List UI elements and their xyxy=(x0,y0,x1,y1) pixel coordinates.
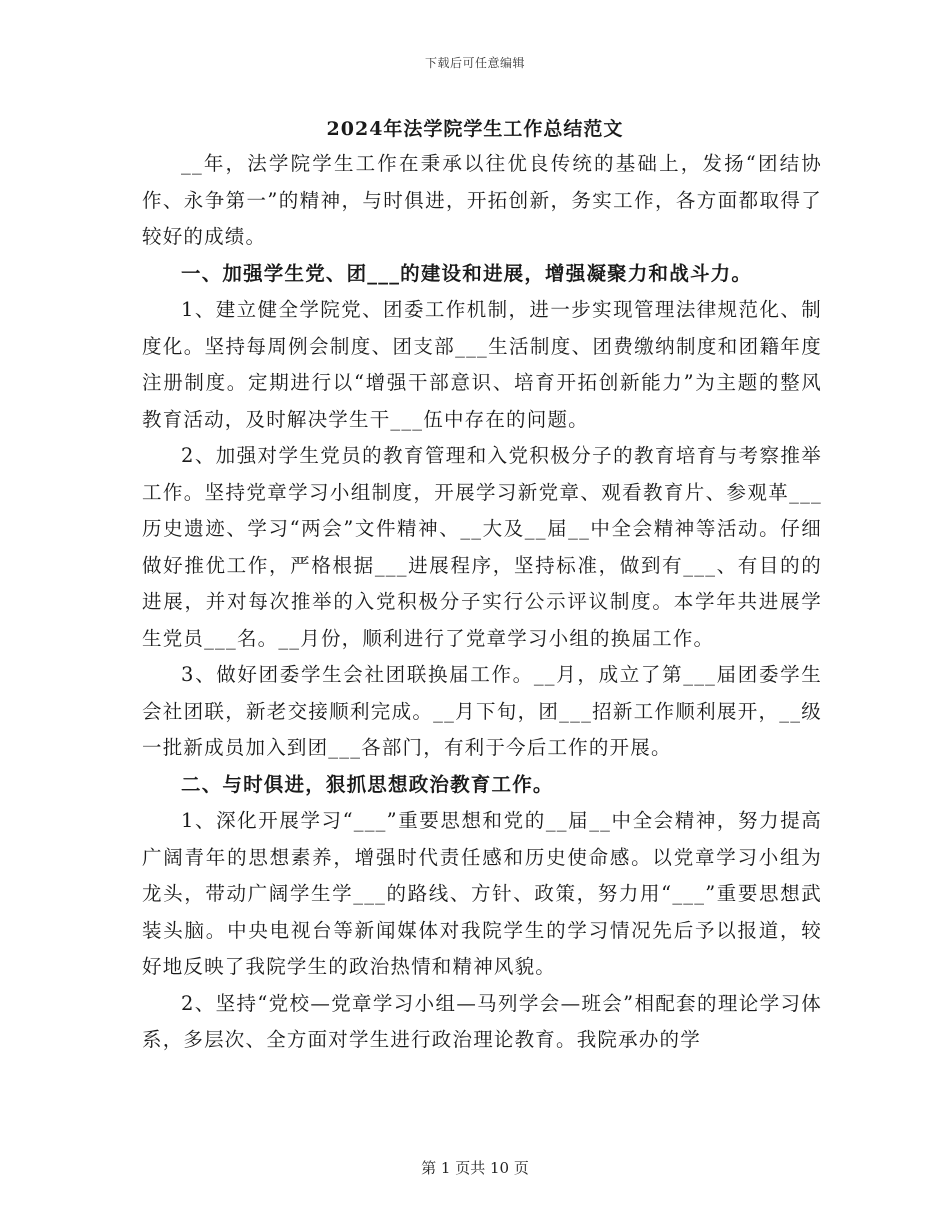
paragraph-2-2: 2、坚持“党校—党章学习小组—马列学会—班会”相配套的理论学习体系，多层次、全方面对学生进行政治理论教育。我院承办的学 xyxy=(142,991,822,1051)
document-title: 2024年法学院学生工作总结范文 xyxy=(326,118,624,140)
header-note: 下载后可任意编辑 xyxy=(424,56,525,70)
document-body xyxy=(142,146,822,1059)
intro-paragraph: __年，法学院学生工作在秉承以往优良传统的基础上，发扬“团结协作、永争第一”的精神，与时俱进，开拓创新，务实工作，各方面都取得了较好的成绩。 xyxy=(142,152,822,248)
section-heading-2: 二、与时俱进，狠抓思想政治教育工作。 xyxy=(181,772,554,796)
page-footer: 第 1 页共 10 页 xyxy=(421,1159,529,1177)
paragraph-1-2: 2、加强对学生党员的教育管理和入党积极分子的教育培育与考察推举工作。坚持党章学习小组制度，开展学习新党章、观看教育片、参观革___历史遗迹、学习“两会”文件精神、__大及__届__中全会精神等活动。仔细做好推优工作，严格根据___进展程序，坚持标准，做到有___、有目的的进展，并对每次推举的入党积极分子实行公示评议制度。本学年共进展学生党员___名。__月份，顺利进行了党章学习小组的换届工作。 xyxy=(142,444,822,650)
paragraph-1-1: 1、建立健全学院党、团委工作机制，进一步实现管理法律规范化、制度化。坚持每周例会制度、团支部___生活制度、团费缴纳制度和团籍年度注册制度。定期进行以“增强干部意识、培育开拓创新能力”为主题的整风教育活动，及时解决学生干___伍中存在的问题。 xyxy=(142,298,822,431)
section-heading-1: 一、加强学生党、团___的建设和进展，增强凝聚力和战斗力。 xyxy=(181,261,753,285)
paragraph-2-1: 1、深化开展学习“___”重要思想和党的__届__中全会精神，努力提高广阔青年的思想素养，增强时代责任感和历史使命感。以党章学习小组为龙头，带动广阔学生学___的路线、方针、政策，努力用“___”重要思想武装头脑。中央电视台等新闻媒体对我院学生的学习情况先后予以报道，较好地反映了我院学生的政治热情和精神风貌。 xyxy=(142,809,822,978)
paragraph-1-3: 3、做好团委学生会社团联换届工作。__月，成立了第___届团委学生会社团联，新老交接顺利完成。__月下旬，团___招新工作顺利展开，__级一批新成员加入到团___各部门，有利于今后工作的开展。 xyxy=(142,663,822,759)
